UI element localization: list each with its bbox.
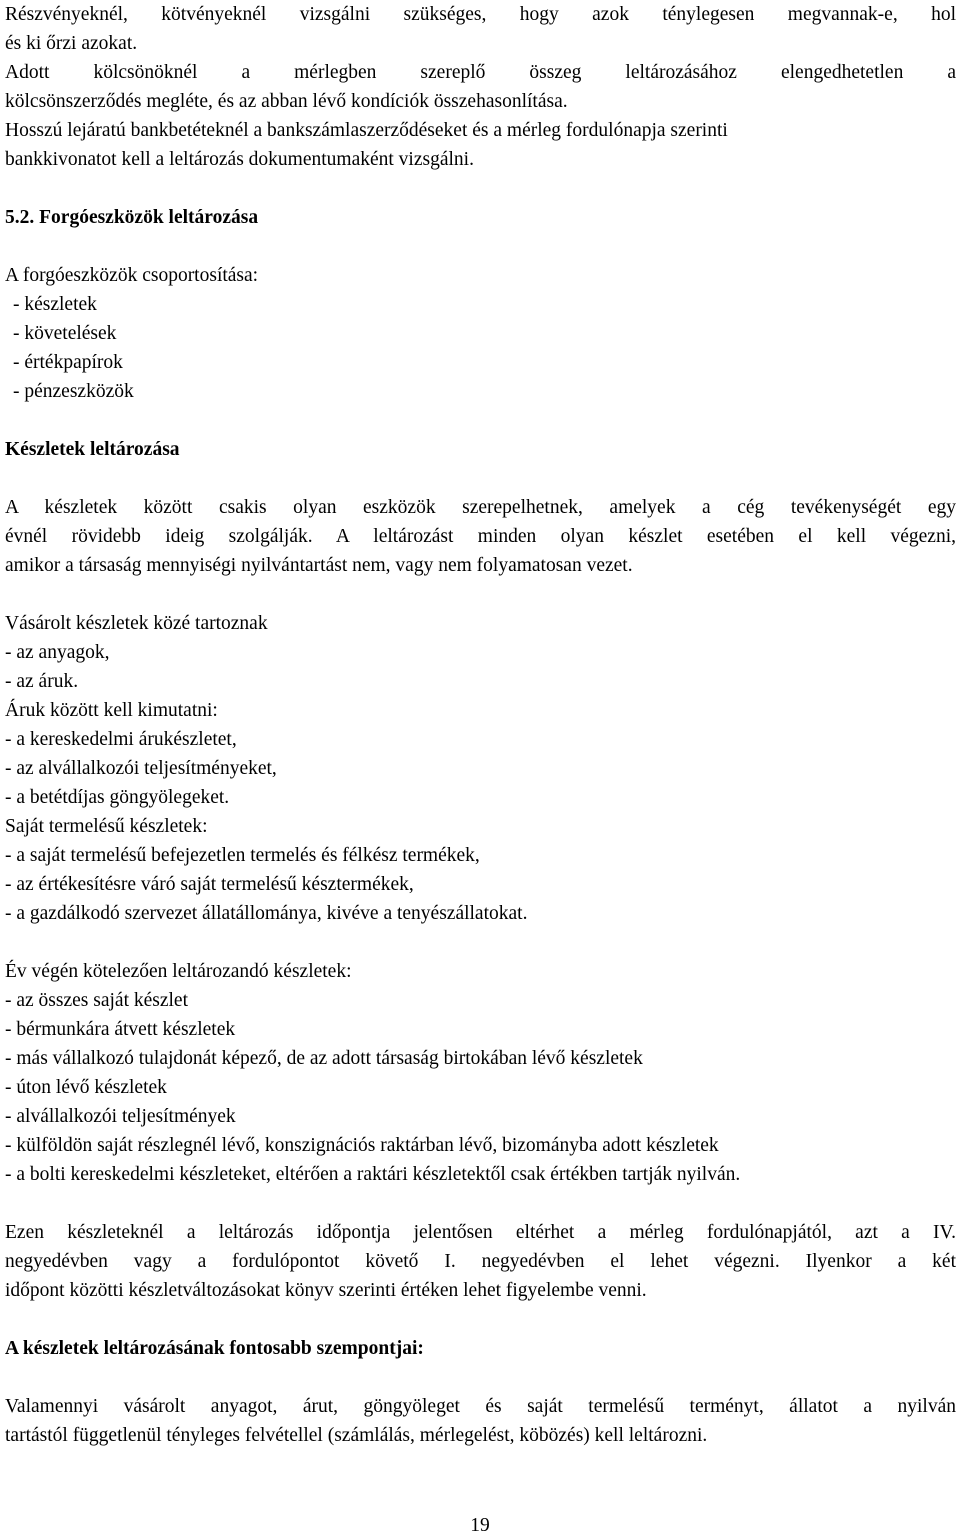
- paragraph-inventory-timing: [5, 1218, 956, 1305]
- paragraph-stocks-bonds: [5, 0, 956, 58]
- paragraph-bank-deposits: [5, 116, 956, 174]
- text-line: időpont közötti készletváltozásokat könyv szerinti értéken lehet figyelembe venni.: [5, 1280, 647, 1301]
- list-item: - a gazdálkodó szervezet állatállománya, kivéve a tenyészállatokat.: [5, 903, 528, 924]
- list-item: - az alvállalkozói teljesítményeket,: [5, 758, 277, 779]
- page-number: 19: [470, 1515, 490, 1536]
- text-line: Valamennyi vásárolt anyagot, árut, göngyöleget és saját termelésű terményt, állatot a nyilván: [5, 1396, 956, 1417]
- section-heading-aspects: A készletek leltározásának fontosabb szempontjai:: [5, 1338, 424, 1359]
- own-production-label: Saját termelésű készletek:: [5, 816, 208, 837]
- year-end-label: Év végén kötelezően leltározandó készletek:: [5, 961, 352, 982]
- own-production-list: [5, 841, 956, 928]
- document-page: [5, 0, 956, 1450]
- list-item: - készletek: [13, 294, 97, 315]
- section-heading-5-2: 5.2. Forgóeszközök leltározása: [5, 207, 259, 228]
- text-line: Adott kölcsönöknél a mérlegben szereplő összeg leltározásához elengedhetetlen a: [5, 62, 956, 83]
- list-item: - más vállalkozó tulajdonát képező, de az adott társaság birtokában lévő készletek: [5, 1048, 643, 1069]
- purchased-label: Vásárolt készletek közé tartoznak: [5, 613, 268, 634]
- text-line: bankkivonatot kell a leltározás dokumentumaként vizsgálni.: [5, 149, 474, 170]
- paragraph-loans: [5, 58, 956, 116]
- text-line: tartástól függetlenül tényleges felvétellel (számlálás, mérlegelést, köbözés) kell leltározni.: [5, 1425, 708, 1446]
- paragraph-aspects: [5, 1392, 956, 1450]
- list-item: - az áruk.: [5, 671, 79, 692]
- list-item: - bérmunkára átvett készletek: [5, 1019, 236, 1040]
- list-item: - pénzeszközök: [13, 381, 134, 402]
- text-line: A készletek között csakis olyan eszközök szerepelhetnek, amelyek a cég tevékenységét egy: [5, 497, 956, 518]
- year-end-list: [5, 986, 956, 1189]
- list-item: - a betétdíjas göngyölegeket.: [5, 787, 230, 808]
- list-item: - követelések: [13, 323, 117, 344]
- text-line: kölcsönszerződés megléte, és az abban lévő kondíciók összehasonlítása.: [5, 91, 568, 112]
- text-line: és ki őrzi azokat.: [5, 33, 138, 54]
- text-line: Hosszú lejáratú bankbetéteknél a bankszámlaszerződéseket és a mérleg fordulónapja szerinti: [5, 120, 728, 141]
- section-heading-inventory: Készletek leltározása: [5, 439, 180, 460]
- list-item: - az összes saját készlet: [5, 990, 189, 1011]
- list-item: - a bolti kereskedelmi készleteket, eltérően a raktári készletektől csak értékben tartják nyilván.: [5, 1164, 741, 1185]
- text-line: amikor a társaság mennyiségi nyilvántartást nem, vagy nem folyamatosan vezet.: [5, 555, 633, 576]
- text-line: évnél rövidebb ideig szolgálják. A leltározást minden olyan készlet esetében el kell végezni,: [5, 526, 956, 547]
- paragraph-inventory-definition: [5, 493, 956, 580]
- grouping-list: [5, 290, 956, 406]
- text-line: Ezen készleteknél a leltározás időpontja jelentősen eltérhet a mérleg fordulónapjától, azt a IV.: [5, 1222, 956, 1243]
- grouping-label: A forgóeszközök csoportosítása:: [5, 265, 259, 286]
- purchased-list: [5, 638, 956, 696]
- list-item: - alvállalkozói teljesítmények: [5, 1106, 236, 1127]
- list-item: - a saját termelésű befejezetlen termelés és félkész termékek,: [5, 845, 480, 866]
- list-item: - a kereskedelmi árukészletet,: [5, 729, 237, 750]
- list-item: - az értékesítésre váró saját termelésű késztermékek,: [5, 874, 414, 895]
- text-line: Részvényeknél, kötvényeknél vizsgálni szükséges, hogy azok ténylegesen megvannak-e, hol: [5, 4, 956, 25]
- list-item: - úton lévő készletek: [5, 1077, 167, 1098]
- list-item: - az anyagok,: [5, 642, 110, 663]
- text-line: negyedévben vagy a fordulópontot követő I. negyedévben el lehet végezni. Ilyenkor a két: [5, 1251, 956, 1272]
- goods-list: [5, 725, 956, 812]
- list-item: - értékpapírok: [13, 352, 123, 373]
- list-item: - külföldön saját részlegnél lévő, konszignációs raktárban lévő, bizományba adott készletek: [5, 1135, 719, 1156]
- goods-label: Áruk között kell kimutatni:: [5, 700, 218, 721]
